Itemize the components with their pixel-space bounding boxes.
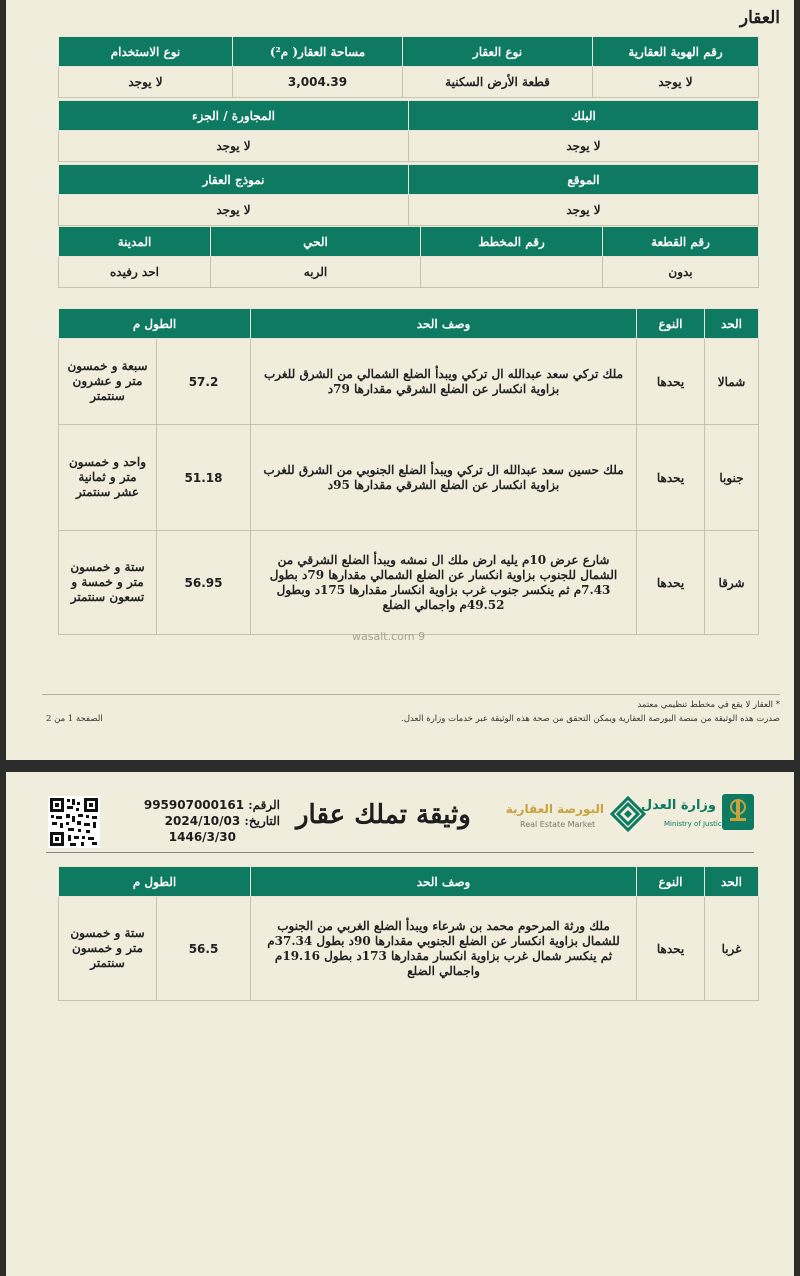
boundary-type: يحدها bbox=[637, 531, 705, 635]
header-boundary-description: وصف الحد bbox=[251, 309, 637, 339]
boundary-length: 57.2 bbox=[157, 339, 251, 425]
real-estate-market-logo bbox=[505, 792, 654, 842]
document-page-2 bbox=[6, 772, 794, 1276]
hijri-date: 1446/3/30 bbox=[168, 830, 236, 844]
document-page-1 bbox=[6, 0, 794, 760]
header-neighbor-part: المجاورة / الجزء bbox=[59, 101, 409, 131]
boundary-type: يحدها bbox=[637, 425, 705, 531]
header-block: البلك bbox=[409, 101, 759, 131]
header-district: الحي bbox=[211, 227, 421, 257]
header-boundary-description: وصف الحد bbox=[251, 867, 637, 897]
boundary-side: شرقا bbox=[705, 531, 759, 635]
document-number: الرقم: 995907000161 bbox=[143, 798, 280, 812]
header-length: الطول م bbox=[59, 309, 251, 339]
value-property-id: لا يوجد bbox=[593, 67, 759, 98]
header-divider bbox=[46, 852, 754, 853]
property-info-table-3 bbox=[58, 164, 759, 226]
ministry-of-justice-logo bbox=[640, 790, 760, 842]
header-location: الموقع bbox=[409, 165, 759, 195]
value-neighbor-part: لا يوجد bbox=[59, 131, 409, 162]
boundary-side: جنوبا bbox=[705, 425, 759, 531]
value-district: الربه bbox=[211, 257, 421, 288]
boundary-length-words: سبعة و خمسون متر و عشرون سنتمتر bbox=[59, 339, 157, 425]
table-row bbox=[59, 425, 759, 531]
boundary-length: 51.18 bbox=[157, 425, 251, 531]
table-row bbox=[59, 339, 759, 425]
header-property-model: نموذج العقار bbox=[59, 165, 409, 195]
boundary-length: 56.5 bbox=[157, 897, 251, 1001]
header-plan-number: رقم المخطط bbox=[421, 227, 603, 257]
header-type: النوع bbox=[637, 867, 705, 897]
real-estate-market-name-ar: البورصة العقارية bbox=[505, 802, 604, 816]
footer-text: صدرت هذه الوثيقة من منصة البورصة العقارية ويمكن التحقق من صحة هذه الوثيقة عبر خدمات وزارة العدل. bbox=[401, 714, 780, 724]
header-length: الطول م bbox=[59, 867, 251, 897]
ministry-name-en: Ministry of Justice bbox=[664, 820, 726, 828]
boundaries-table-continued bbox=[58, 866, 759, 1001]
value-usage-type: لا يوجد bbox=[59, 67, 233, 98]
boundary-side: شمالا bbox=[705, 339, 759, 425]
document-title: وثيقة تملك عقار bbox=[296, 800, 471, 830]
page-number: الصفحة 1 من 2 bbox=[46, 714, 103, 724]
header-boundary: الحد bbox=[705, 309, 759, 339]
property-info-table-4 bbox=[58, 226, 759, 288]
boundary-length-words: واحد و خمسون متر و ثمانية عشر سنتمتر bbox=[59, 425, 157, 531]
boundary-side: غربا bbox=[705, 897, 759, 1001]
document-date: التاريخ: 2024/10/03 bbox=[164, 814, 280, 828]
boundary-length: 56.95 bbox=[157, 531, 251, 635]
value-plot-number: بدون bbox=[603, 257, 759, 288]
property-info-table-1 bbox=[58, 36, 759, 98]
header-property-id: رقم الهوية العقارية bbox=[593, 37, 759, 67]
header-type: النوع bbox=[637, 309, 705, 339]
boundaries-table bbox=[58, 308, 759, 635]
real-estate-market-name-en: Real Estate Market bbox=[520, 820, 596, 829]
watermark: wasalt.com 9 bbox=[352, 630, 426, 643]
boundary-type: يحدها bbox=[637, 339, 705, 425]
value-plan-number bbox=[421, 257, 603, 288]
footer-divider bbox=[42, 694, 780, 695]
boundary-length-words: ستة و خمسون متر و خمسون سنتمتر bbox=[59, 897, 157, 1001]
ministry-name-ar: وزارة العدل bbox=[640, 798, 716, 813]
section-title: العقار bbox=[739, 8, 780, 28]
boundary-type: يحدها bbox=[637, 897, 705, 1001]
footnote: * العقار لا يقع في مخطط تنظيمي معتمد bbox=[637, 700, 780, 710]
value-property-area: 3,004.39 bbox=[233, 67, 403, 98]
property-info-table-2 bbox=[58, 100, 759, 162]
value-property-model: لا يوجد bbox=[59, 195, 409, 226]
boundary-description: ملك تركي سعد عبدالله ال تركي ويبدأ الضلع الشمالي من الشرق للغرب بزاوية انكسار عن الضلع الشرقي مقدارها 79د bbox=[251, 339, 637, 425]
header-plot-number: رقم القطعة bbox=[603, 227, 759, 257]
table-row bbox=[59, 897, 759, 1001]
header-boundary: الحد bbox=[705, 867, 759, 897]
header-city: المدينة bbox=[59, 227, 211, 257]
table-row bbox=[59, 531, 759, 635]
boundary-description: ملك حسين سعد عبدالله ال تركي ويبدأ الضلع الجنوبي من الشرق للغرب بزاوية انكسار عن الضلع الشرقي مقدارها 95د bbox=[251, 425, 637, 531]
header-property-type: نوع العقار bbox=[403, 37, 593, 67]
value-block: لا يوجد bbox=[409, 131, 759, 162]
header-property-area: مساحة العقار( م²) bbox=[233, 37, 403, 67]
boundary-description: ملك ورثة المرحوم محمد بن شرعاء ويبدأ الضلع الغربي من الجنوب للشمال بزاوية انكسار عن الضلع الجنوبي مقدارها 90د بطول 37.34م ثم ينكسر شمال غرب بزاوية انكسار مقدارها 173د بطول 19.16م واجمالي الضلع bbox=[251, 897, 637, 1001]
boundary-length-words: ستة و خمسون متر و خمسة و تسعون سنتمتر bbox=[59, 531, 157, 635]
value-city: احد رفيده bbox=[59, 257, 211, 288]
header-usage-type: نوع الاستخدام bbox=[59, 37, 233, 67]
value-location: لا يوجد bbox=[409, 195, 759, 226]
boundary-description: شارع عرض 10م يليه ارض ملك ال نمشه ويبدأ الضلع الشرقي من الشمال للجنوب بزاوية انكسار عن الضلع الشمالي مقدارها 79د بطول 7.43م ثم ينكسر جنوب غرب بزاوية انكسار مقدارها 175د وبطول 49.52م واجمالي الضلع bbox=[251, 531, 637, 635]
qr-code bbox=[48, 796, 100, 848]
value-property-type: قطعة الأرض السكنية bbox=[403, 67, 593, 98]
